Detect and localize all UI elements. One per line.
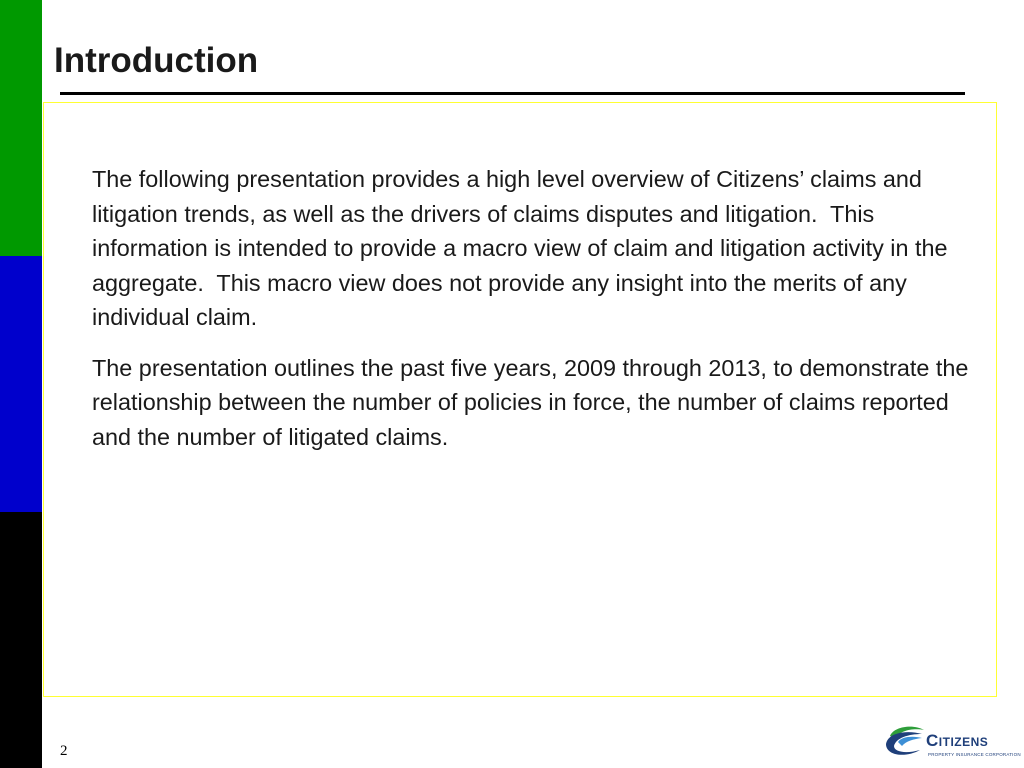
logo-tagline: PROPERTY INSURANCE CORPORATION: [928, 752, 1021, 757]
intro-paragraph-1: The following presentation provides a high level overview of Citizens’ claims and litigation trends, as well as the drivers of claims disputes and litigation. This information is intended to provide a macro view of claim and litigation activity in the aggregate. This macro view does not provide any insight into the merits of any individual claim.: [92, 166, 954, 330]
intro-paragraph-2: The presentation outlines the past five years, 2009 through 2013, to demonstrate the relationship between the number of policies in force, the number of claims reported and the number of litigated claims.: [92, 354, 975, 450]
swoosh-icon: [884, 722, 926, 758]
body-text: [92, 162, 992, 470]
side-bar-black-segment: [0, 512, 42, 768]
citizens-logo: [884, 718, 1021, 764]
side-bar-green-segment: [0, 0, 42, 256]
slide-title: Introduction: [54, 41, 259, 80]
side-color-bar: [0, 0, 42, 768]
page-number: 2: [60, 743, 68, 759]
side-bar-blue-segment: [0, 256, 42, 512]
title-underline: [60, 92, 965, 95]
logo-wordmark: Citizens: [926, 731, 989, 750]
